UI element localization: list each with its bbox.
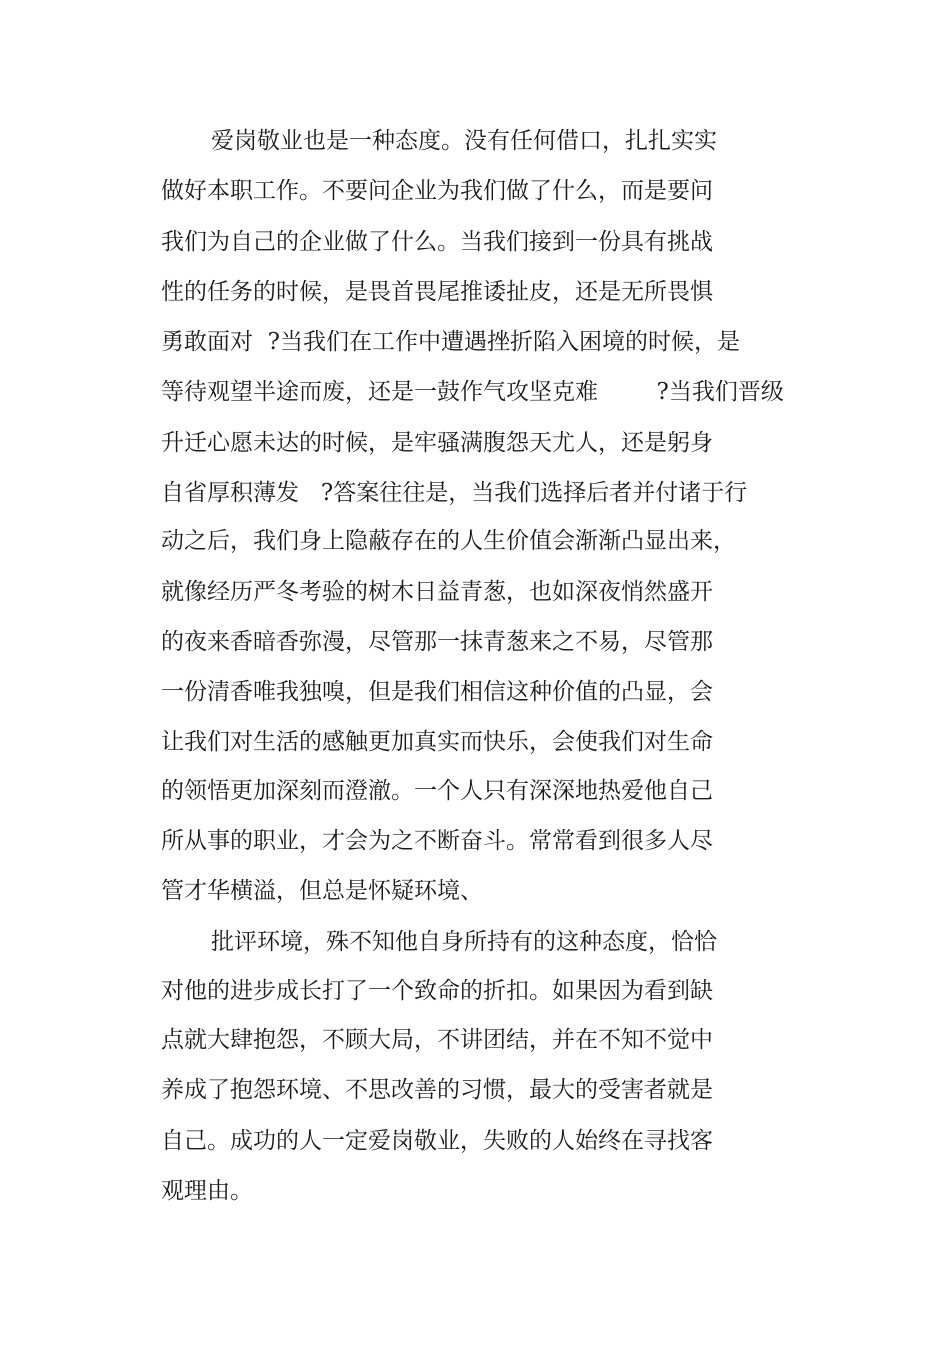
paragraph-1-line-3: 我们为自己的企业做了什么。当我们接到一份具有挑战 [161, 229, 713, 255]
paragraph-1-line-4: 性的任务的时候，是畏首畏尾推诿扯皮，还是无所畏惧 [161, 279, 713, 305]
paragraph-1-line-7: 升迁心愿未达的时候，是牢骚满腹怨天尤人，还是躬身 [161, 430, 713, 456]
paragraph-2-line-3: 点就大肆抱怨，不顾大局，不讲团结，并在不知不觉中 [161, 1027, 713, 1053]
paragraph-1-line-2: 做好本职工作。不要问企业为我们做了什么，而是要问 [161, 178, 713, 204]
paragraph-2-line-6: 观理由。 [161, 1178, 253, 1204]
paragraph-1-line-13: 让我们对生活的感触更加真实而快乐，会使我们对生命 [161, 729, 713, 755]
paragraph-1-line-1: 爱岗敬业也是一种态度。没有任何借口，扎扎实实 [211, 128, 717, 154]
paragraph-2-line-2: 对他的进步成长打了一个致命的折扣。如果因为看到缺 [161, 978, 713, 1004]
paragraph-1-line-12: 一份清香唯我独嗅，但是我们相信这种价值的凸显，会 [161, 679, 713, 705]
paragraph-1-line-8: 自省厚积薄发 ?答案往往是，当我们选择后者并付诸于行 [161, 480, 748, 506]
paragraph-2-line-1: 批评环境，殊不知他自身所持有的这种态度，恰恰 [211, 929, 717, 955]
paragraph-2-line-5: 自己。成功的人一定爱岗敬业，失败的人始终在寻找客 [161, 1128, 713, 1154]
paragraph-1-line-9: 动之后，我们身上隐蔽存在的人生价值会渐渐凸显出来， [161, 528, 736, 554]
paragraph-1-line-6: 等待观望半途而废，还是一鼓作气攻坚克难 ?当我们晋级 [161, 379, 784, 405]
paragraph-1-line-14: 的领悟更加深刻而澄澈。一个人只有深深地热爱他自己 [161, 778, 713, 804]
paragraph-1-line-10: 就像经历严冬考验的树木日益青葱，也如深夜悄然盛开 [161, 579, 713, 605]
paragraph-1-line-16: 管才华横溢，但总是怀疑环境、 [161, 878, 483, 904]
paragraph-2-line-4: 养成了抱怨环境、不思改善的习惯，最大的受害者就是 [161, 1077, 713, 1103]
paragraph-1-line-15: 所从事的职业，才会为之不断奋斗。常常看到很多人尽 [161, 828, 713, 854]
paragraph-1-line-5: 勇敢面对 ?当我们在工作中遭遇挫折陷入困境的时候，是 [161, 329, 740, 355]
paragraph-1-line-11: 的夜来香暗香弥漫，尽管那一抹青葱来之不易，尽管那 [161, 629, 713, 655]
